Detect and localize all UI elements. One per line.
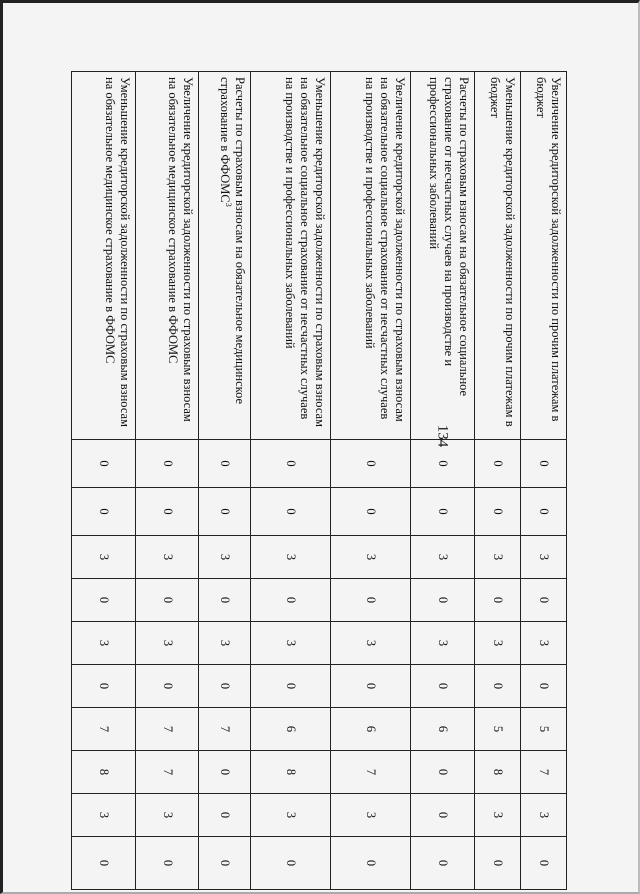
code-digit-cell: 0 — [199, 440, 250, 488]
table-row — [410, 72, 474, 890]
code-digit-cell: 0 — [520, 488, 566, 536]
code-digit-cell: 0 — [410, 488, 474, 536]
code-digit-cell: 0 — [474, 579, 520, 622]
code-digit-cell: 7 — [199, 708, 250, 751]
code-digit-cell: 7 — [135, 708, 199, 751]
code-digit-cell: 7 — [330, 751, 410, 794]
code-digit-cell: 3 — [520, 622, 566, 665]
code-digit-cell: 8 — [250, 751, 330, 794]
table-row — [199, 72, 250, 890]
page-number: 134 — [434, 424, 451, 448]
row-label: Уменьшение кредиторской задолженности по страховым взносам на обязательное социальное страхование от несчастных случаев на производстве и профессиональных заболеваний — [282, 77, 327, 428]
code-digit-cell: 3 — [474, 622, 520, 665]
code-digit-cell: 5 — [520, 708, 566, 751]
code-digit-cell: 0 — [135, 488, 199, 536]
code-digit-cell: 0 — [72, 665, 136, 708]
code-digit-cell: 3 — [474, 536, 520, 579]
code-digit-cell: 3 — [250, 794, 330, 837]
code-digit-cell: 0 — [410, 837, 474, 890]
code-digit-cell: 5 — [474, 708, 520, 751]
footnote-marker: 3 — [223, 202, 233, 207]
table-body — [72, 72, 567, 890]
row-label-cell — [474, 72, 520, 440]
code-digit-cell: 0 — [250, 440, 330, 488]
table-row — [72, 72, 136, 890]
row-label-cell — [410, 72, 474, 440]
code-digit-cell: 3 — [250, 536, 330, 579]
code-digit-cell: 0 — [474, 665, 520, 708]
code-digit-cell: 0 — [520, 579, 566, 622]
table-row — [250, 72, 330, 890]
code-digit-cell: 0 — [199, 751, 250, 794]
code-digit-cell: 0 — [410, 440, 474, 488]
code-digit-cell: 0 — [135, 579, 199, 622]
code-digit-cell: 0 — [135, 837, 199, 890]
code-digit-cell: 3 — [520, 536, 566, 579]
code-digit-cell: 0 — [250, 665, 330, 708]
code-digit-cell: 3 — [410, 536, 474, 579]
code-digit-cell: 0 — [199, 488, 250, 536]
row-label: Увеличение кредиторской задолженности по страховым взносам на обязательное социальное страхование от несчастных случаев на производстве и профессиональных заболеваний — [362, 77, 407, 422]
account-codes-table — [71, 71, 567, 890]
code-digit-cell: 6 — [250, 708, 330, 751]
row-label-cell — [520, 72, 566, 440]
code-digit-cell: 0 — [250, 488, 330, 536]
code-digit-cell: 3 — [520, 794, 566, 837]
code-digit-cell: 0 — [410, 665, 474, 708]
code-digit-cell: 3 — [199, 622, 250, 665]
table-row — [520, 72, 566, 890]
row-label: Уменьшение кредиторской задолженности по прочим платежам в бюджет — [487, 77, 517, 427]
code-digit-cell: 0 — [520, 440, 566, 488]
table-row — [474, 72, 520, 890]
code-digit-cell: 0 — [199, 794, 250, 837]
code-digit-cell: 0 — [250, 579, 330, 622]
row-label: Уменьшение кредиторской задолженности по страховым взносам на обязательное медицинское страхование в ФФОМС — [102, 77, 132, 428]
row-label-cell — [199, 72, 250, 440]
code-digit-cell: 3 — [72, 536, 136, 579]
code-digit-cell: 0 — [410, 579, 474, 622]
code-digit-cell: 3 — [135, 536, 199, 579]
code-digit-cell: 0 — [199, 665, 250, 708]
table-row — [330, 72, 410, 890]
code-digit-cell: 7 — [520, 751, 566, 794]
row-label-cell — [135, 72, 199, 440]
code-digit-cell: 0 — [520, 837, 566, 890]
row-label: Увеличение кредиторской задолженности по страховым взносам на обязательное медицинское страхование в ФФОМС — [166, 77, 196, 422]
row-label-cell — [330, 72, 410, 440]
code-digit-cell: 0 — [330, 579, 410, 622]
code-digit-cell: 0 — [474, 488, 520, 536]
code-digit-cell: 3 — [199, 536, 250, 579]
code-digit-cell: 0 — [72, 440, 136, 488]
code-digit-cell: 0 — [199, 837, 250, 890]
code-digit-cell: 0 — [72, 579, 136, 622]
code-digit-cell: 3 — [330, 536, 410, 579]
code-digit-cell: 3 — [410, 622, 474, 665]
code-digit-cell: 0 — [330, 440, 410, 488]
code-digit-cell: 0 — [410, 751, 474, 794]
code-digit-cell: 3 — [474, 794, 520, 837]
code-digit-cell: 3 — [135, 794, 199, 837]
row-label: Расчеты по страховым взносам на обязательное медицинское страхование в ФФОМС — [217, 77, 247, 405]
row-label-cell — [250, 72, 330, 440]
code-digit-cell: 6 — [410, 708, 474, 751]
code-digit-cell: 0 — [330, 665, 410, 708]
code-digit-cell: 0 — [410, 794, 474, 837]
code-digit-cell: 0 — [330, 488, 410, 536]
code-digit-cell: 0 — [72, 837, 136, 890]
code-digit-cell: 8 — [474, 751, 520, 794]
code-digit-cell: 0 — [250, 837, 330, 890]
code-digit-cell: 3 — [330, 622, 410, 665]
code-digit-cell: 3 — [72, 622, 136, 665]
code-digit-cell: 0 — [135, 665, 199, 708]
code-digit-cell: 3 — [72, 794, 136, 837]
code-digit-cell: 0 — [474, 837, 520, 890]
code-digit-cell: 0 — [199, 579, 250, 622]
table-row — [135, 72, 199, 890]
code-digit-cell: 0 — [72, 488, 136, 536]
row-label: Расчеты по страховым взносам на обязательное социальное страхование от несчастных случаев на производстве и профессиональных заболеваний — [426, 77, 471, 397]
code-digit-cell: 0 — [135, 440, 199, 488]
code-digit-cell: 6 — [330, 708, 410, 751]
code-digit-cell: 0 — [474, 440, 520, 488]
code-digit-cell: 7 — [72, 708, 136, 751]
row-label-cell — [72, 72, 136, 440]
code-digit-cell: 3 — [135, 622, 199, 665]
code-digit-cell: 8 — [72, 751, 136, 794]
row-label: Увеличение кредиторской задолженности по прочим платежам в бюджет — [534, 77, 563, 422]
code-digit-cell: 7 — [135, 751, 199, 794]
code-digit-cell: 0 — [330, 837, 410, 890]
code-digit-cell: 3 — [330, 794, 410, 837]
code-digit-cell: 0 — [520, 665, 566, 708]
rotated-table-container — [71, 71, 567, 869]
code-digit-cell: 3 — [250, 622, 330, 665]
